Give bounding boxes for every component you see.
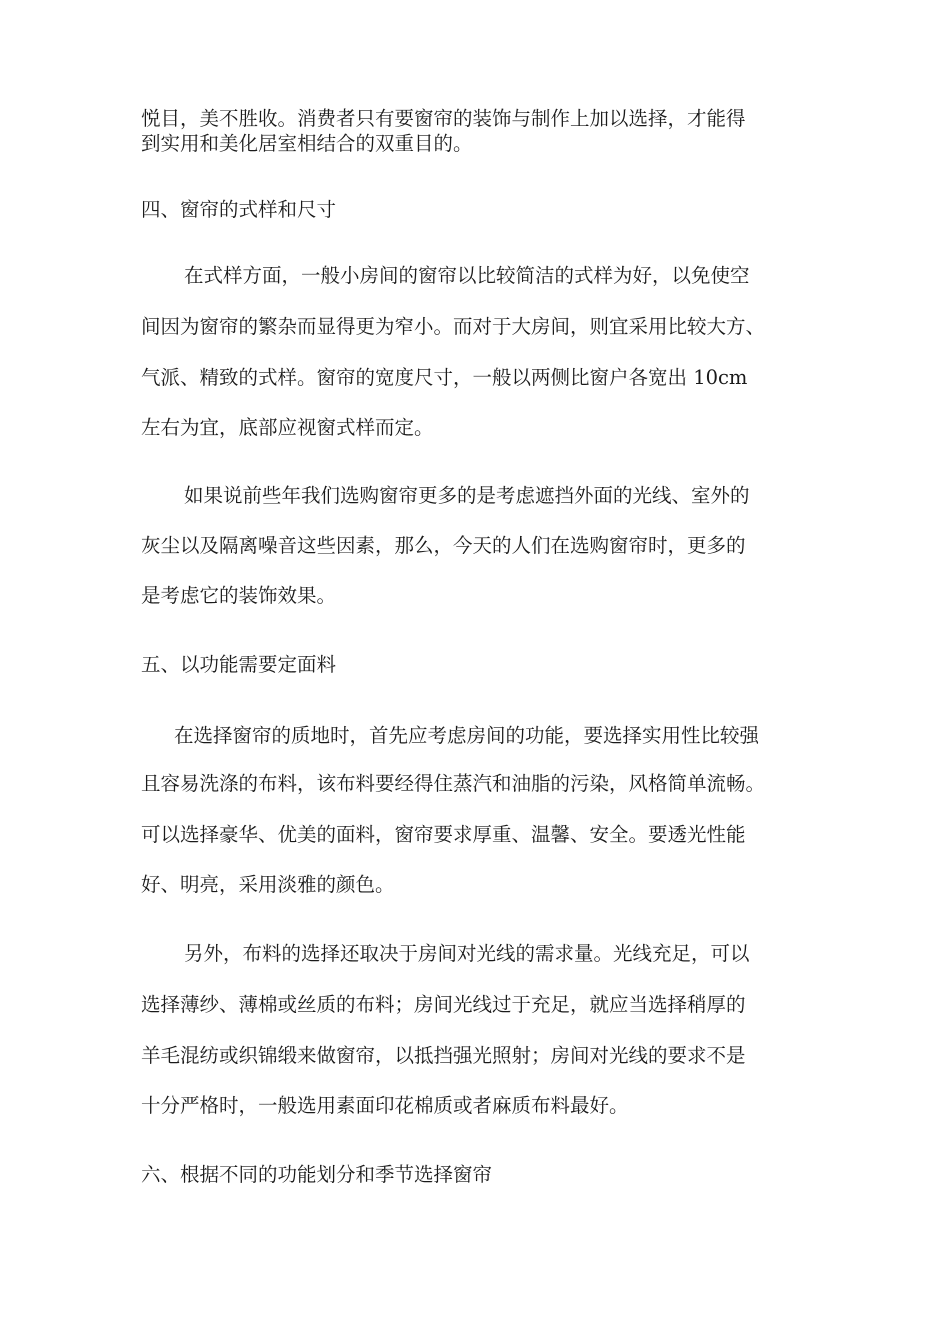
paragraph-line: 左右为宜，底部应视窗式样而定。 [141, 416, 434, 439]
paragraph-line: 另外，布料的选择还取决于房间对光线的需求量。光线充足，可以 [184, 942, 750, 965]
paragraph-line: 是考虑它的装饰效果。 [141, 584, 337, 607]
paragraph-line: 选择薄纱、薄棉或丝质的布料；房间光线过于充足，就应当选择稍厚的 [141, 993, 746, 1016]
paragraph-line: 可以选择豪华、优美的面料，窗帘要求厚重、温馨、安全。要透光性能 [141, 823, 746, 846]
intro-line: 悦目，美不胜收。消费者只有要窗帘的装饰与制作上加以选择，才能得 [141, 107, 746, 130]
section-heading: 六、根据不同的功能划分和季节选择窗帘 [141, 1163, 493, 1186]
section-heading: 四、窗帘的式样和尺寸 [141, 198, 337, 221]
paragraph-line: 十分严格时，一般选用素面印花棉质或者麻质布料最好。 [141, 1094, 629, 1117]
paragraph-line: 在选择窗帘的质地时，首先应考虑房间的功能，要选择实用性比较强 [174, 724, 760, 747]
intro-line: 到实用和美化居室相结合的双重目的。 [141, 132, 473, 155]
paragraph-line: 如果说前些年我们选购窗帘更多的是考虑遮挡外面的光线、室外的 [184, 484, 750, 507]
paragraph-line: 间因为窗帘的繁杂而显得更为窄小。而对于大房间，则宜采用比较大方、 [141, 315, 766, 338]
section-heading: 五、以功能需要定面料 [141, 653, 337, 676]
paragraph-line: 且容易洗涤的布料，该布料要经得住蒸汽和油脂的污染，风格简单流畅。 [141, 772, 766, 795]
paragraph-line: 羊毛混纺或织锦缎来做窗帘，以抵挡强光照射；房间对光线的要求不是 [141, 1044, 746, 1067]
paragraph-line: 气派、精致的式样。窗帘的宽度尺寸，一般以两侧比窗户各宽出 10cm [141, 366, 748, 389]
paragraph-line: 灰尘以及隔离噪音这些因素，那么，今天的人们在选购窗帘时，更多的 [141, 534, 746, 557]
paragraph-line: 好、明亮，采用淡雅的颜色。 [141, 873, 395, 896]
paragraph-line: 在式样方面，一般小房间的窗帘以比较简洁的式样为好，以免使空 [184, 264, 750, 287]
